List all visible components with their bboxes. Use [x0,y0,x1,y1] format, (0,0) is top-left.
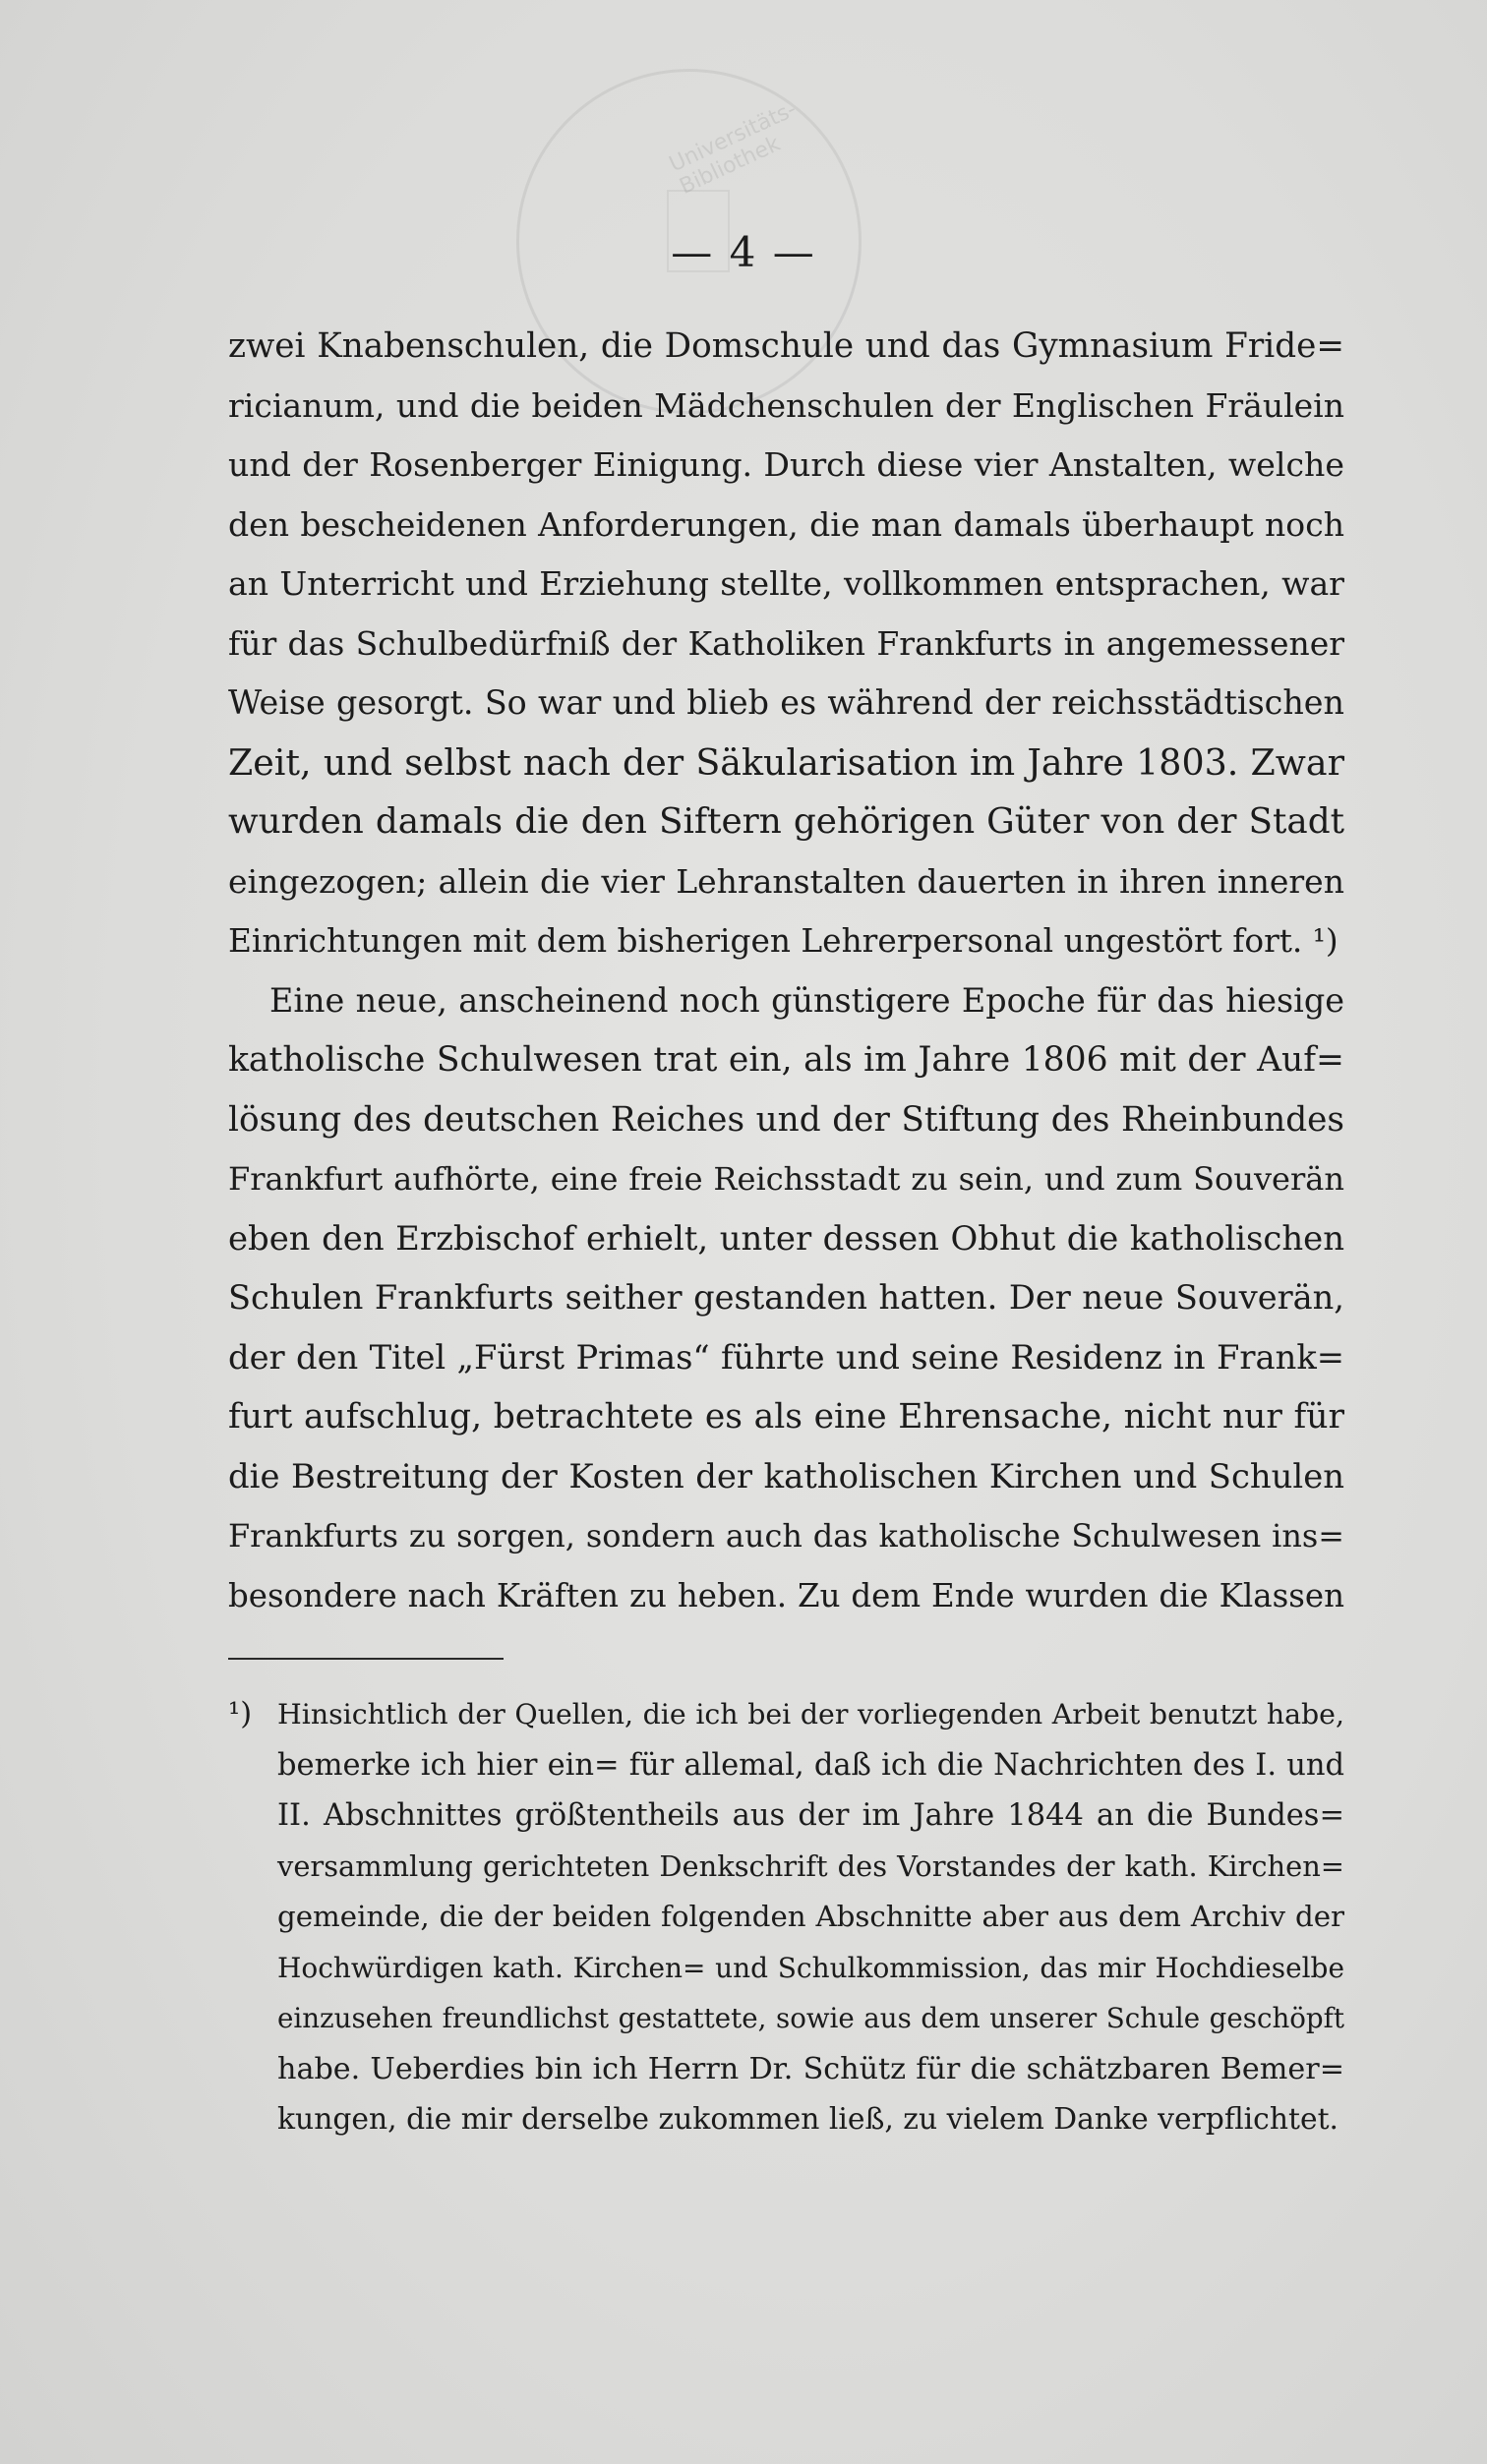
text-line: furt aufschlug, betrachtete es als eine Ehrensache, nicht nur für [228,1397,1344,1437]
footnote [228,1689,1344,2145]
text-line: wurden damals die den Siftern gehörigen Güter von der Stadt [228,801,1344,842]
text-line: Schulen Frankfurts seither gestanden hatten. Der neue Souverän, [228,1278,1344,1317]
footnote-divider [228,1658,504,1660]
text-line: lösung des deutschen Reiches und der Stiftung des Rheinbundes [228,1099,1344,1140]
text-line-paragraph-start: Eine neue, anscheinend noch günstigere Epoche für das hiesige [269,980,1344,1020]
page-number: — 4 — [671,228,816,276]
footnote-line: einzusehen freundlichst gestattete, sowie aus dem unserer Schule geschöpft [277,2002,1344,2034]
text-line: ricianum, und die beiden Mädchenschulen der Englischen Fräulein [228,385,1344,425]
footnote-line: Hinsichtlich der Quellen, die ich bei der vorliegenden Arbeit benutzt habe, [277,1698,1344,1731]
text-line: Weise gesorgt. So war und blieb es während der reichsstädtischen [228,683,1344,722]
text-line: Frankfurts zu sorgen, sondern auch das katholische Schulwesen ins= [228,1517,1344,1555]
text-line: Zeit, und selbst nach der Säkularisation im Jahre 1803. Zwar [228,740,1344,784]
stamp-label: Universitäts-Bibliothek [665,96,801,200]
text-line: zwei Knabenschulen, die Domschule und das Gymnasium Fride= [228,326,1344,366]
body-text [228,317,1344,1625]
text-line: für das Schulbedürfniß der Katholiken Frankfurts in angemessener [228,623,1344,663]
text-line: die Bestreitung der Kosten der katholischen Kirchen und Schulen [228,1456,1344,1496]
text-line: eben den Erzbischof erhielt, unter dessen Obhut die katholischen [228,1218,1344,1258]
text-line: an Unterricht und Erziehung stellte, vollkommen entsprachen, war [228,564,1344,603]
footnote-line: kungen, die mir derselbe zukommen ließ, zu vielem Danke verpflichtet. [277,2102,1338,2137]
footnote-line: Hochwürdigen kath. Kirchen= und Schulkommission, das mir Hochdieselbe [277,1951,1344,1984]
text-line: den bescheidenen Anforderungen, die man damals überhaupt noch [228,504,1344,544]
footnote-line: II. Abschnittes größtentheils aus der im Jahre 1844 an die Bundes= [277,1798,1344,1833]
footnote-line: gemeinde, die der beiden folgenden Abschnitte aber aus dem Archiv der [277,1900,1344,1933]
text-line: katholische Schulwesen trat ein, als im Jahre 1806 mit der Auf= [228,1040,1344,1080]
footnote-line: bemerke ich hier ein= für allemal, daß ich die Nachrichten des I. und [277,1747,1344,1783]
footnote-marker: ¹) [228,1697,253,1731]
text-line: der den Titel „Fürst Primas“ führte und seine Residenz in Frank= [228,1337,1344,1377]
text-line: Frankfurt aufhörte, eine freie Reichsstadt zu sein, und zum Souverän [228,1160,1344,1198]
text-line: besondere nach Kräften zu heben. Zu dem Ende wurden die Klassen [228,1576,1344,1614]
footnote-line: versammlung gerichteten Denkschrift des Vorstandes der kath. Kirchen= [277,1848,1344,1883]
text-line: und der Rosenberger Einigung. Durch diese vier Anstalten, welche [228,445,1344,484]
footnote-line: habe. Ueberdies bin ich Herrn Dr. Schütz für die schätzbaren Bemer= [277,2051,1344,2086]
text-line: eingezogen; allein die vier Lehranstalten dauerten in ihren inneren [228,861,1344,901]
text-line: Einrichtungen mit dem bisherigen Lehrerpersonal ungestört fort. ¹) [228,922,1338,960]
